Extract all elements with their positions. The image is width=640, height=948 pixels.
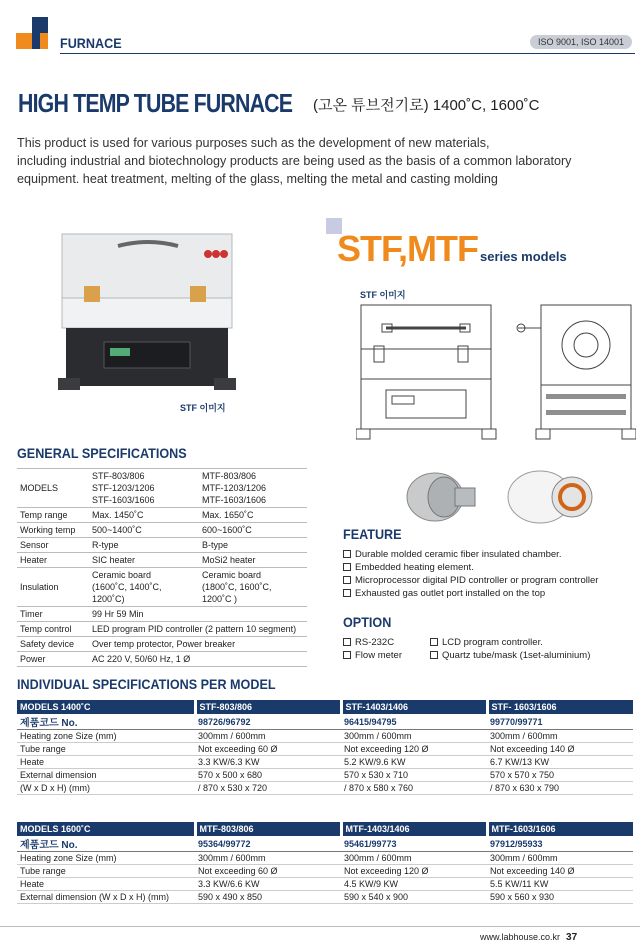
spec-value: STF-803/806 STF-1203/1206 STF-1603/1606 (89, 469, 199, 508)
table-cell: (W x D x H) (mm) (17, 782, 195, 795)
table-header-row (17, 700, 633, 714)
table-header-cell: MTF-1603/1606 (487, 822, 633, 836)
spec-value: R-type (89, 538, 199, 553)
spec-value: Max. 1650˚C (199, 508, 307, 523)
product-code-cell: 96415/94795 (341, 714, 487, 730)
product-code-cell: 95364/99772 (195, 836, 341, 852)
checkbox-icon (343, 576, 351, 584)
spec-row (17, 469, 307, 508)
table-cell: 5.2 KW/9.6 KW (341, 756, 487, 769)
feature-item: Embedded heating element. (343, 561, 598, 574)
spec-key: Power (17, 652, 89, 667)
footer-divider (0, 926, 640, 927)
logo-square-4 (40, 33, 48, 49)
spec-value: 500~1400˚C (89, 523, 199, 538)
table-row (17, 852, 633, 865)
page-title: HIGH TEMP TUBE FURNACE (18, 88, 293, 118)
spec-row (17, 553, 307, 568)
product-code-cell: 95461/99773 (341, 836, 487, 852)
spec-value: MoSi2 heater (199, 553, 307, 568)
spec-table-1600 (17, 822, 633, 904)
logo-square-1 (32, 17, 48, 33)
spec-row (17, 607, 307, 622)
table-cell: Not exceeding 120 Ø (341, 865, 487, 878)
spec-value: LED program PID controller (2 pattern 10 segment) (89, 622, 307, 637)
product-code-cell: 99770/99771 (487, 714, 633, 730)
spec-table-1400 (17, 700, 633, 795)
product-code-cell: 98726/96792 (195, 714, 341, 730)
photo-caption: STF 이미지 (180, 403, 226, 413)
table-cell: 300mm / 600mm (341, 730, 487, 743)
table-cell: External dimension (17, 769, 195, 782)
iso-badge: ISO 9001, ISO 14001 (530, 35, 632, 49)
table-header-row (17, 822, 633, 836)
spec-key: Working temp (17, 523, 89, 538)
feature-heading: FEATURE (343, 526, 402, 542)
checkbox-icon (343, 550, 351, 558)
general-spec-table (17, 468, 307, 667)
table-cell: / 870 x 630 x 790 (487, 782, 633, 795)
drawing-caption: STF 이미지 (360, 290, 406, 300)
table-header-cell: STF-803/806 (195, 700, 341, 714)
table-cell: 300mm / 600mm (195, 730, 341, 743)
checkbox-icon (430, 638, 438, 646)
product-code-cell: 제품코드 No. (17, 836, 195, 852)
table-cell: 5.5 KW/11 KW (487, 878, 633, 891)
spec-value: Ceramic board (1800˚C, 1600˚C, 1200˚C ) (199, 568, 307, 607)
checkbox-icon (343, 638, 351, 646)
spec-value: SIC heater (89, 553, 199, 568)
spec-key: Timer (17, 607, 89, 622)
spec-key: Insulation (17, 568, 89, 607)
spec-key: Temp control (17, 622, 89, 637)
table-header-cell: MODELS 1400˚C (17, 700, 195, 714)
section-title: FURNACE (60, 35, 122, 51)
furnace-photo (58, 232, 248, 402)
table-cell: 300mm / 600mm (487, 852, 633, 865)
spec-value: B-type (199, 538, 307, 553)
spec-key: Heater (17, 553, 89, 568)
feature-item: Exhausted gas outlet port installed on the top (343, 587, 598, 600)
spec-key: Safety device (17, 637, 89, 652)
table-cell: 300mm / 600mm (341, 852, 487, 865)
table-row (17, 891, 633, 904)
table-header-cell: MTF-1403/1406 (341, 822, 487, 836)
table-cell: 3.3 KW/6.3 KW (195, 756, 341, 769)
feature-list (343, 548, 598, 600)
option-list (343, 636, 633, 662)
table-header-cell: MODELS 1600˚C (17, 822, 195, 836)
logo-square-2 (16, 33, 32, 49)
table-row (17, 878, 633, 891)
table-cell: Tube range (17, 865, 195, 878)
table-cell: 570 x 500 x 680 (195, 769, 341, 782)
spec-value: 99 Hr 59 Min (89, 607, 307, 622)
series-name: STF,MTF (337, 228, 478, 269)
table-cell: Heate (17, 756, 195, 769)
feature-item: Durable molded ceramic fiber insulated chamber. (343, 548, 598, 561)
spec-value: Ceramic board (1600˚C, 1400˚C, 1200˚C) (89, 568, 199, 607)
spec-row (17, 538, 307, 553)
spec-row (17, 622, 307, 637)
table-cell: 300mm / 600mm (487, 730, 633, 743)
table-cell: 590 x 540 x 900 (341, 891, 487, 904)
table-cell: 4.5 KW/9 KW (341, 878, 487, 891)
intro-text (17, 134, 627, 188)
table-cell: 6.7 KW/13 KW (487, 756, 633, 769)
spec-row (17, 508, 307, 523)
page-number: 37 (566, 932, 578, 943)
intro-line: including industrial and biotechnology products are being used as the basis of a common laboratory (17, 154, 572, 168)
table-row (17, 865, 633, 878)
option-item: RS-232C (343, 636, 430, 649)
table-cell: 590 x 490 x 850 (195, 891, 341, 904)
table-row (17, 756, 633, 769)
series-label: series models (479, 249, 567, 264)
table-cell: / 870 x 530 x 720 (195, 782, 341, 795)
spec-key: MODELS (17, 469, 89, 508)
spec-value: MTF-803/806 MTF-1203/1206 MTF-1603/1606 (199, 469, 307, 508)
intro-line: equipment. heat treatment, melting of the glass, melting the metal and casting molding (17, 172, 498, 186)
table-cell: Not exceeding 120 Ø (341, 743, 487, 756)
spec-row (17, 637, 307, 652)
general-spec-heading: GENERAL SPECIFICATIONS (17, 445, 187, 461)
table-row (17, 730, 633, 743)
option-item: Quartz tube/mask (1set-aluminium) (430, 649, 630, 662)
table-cell: External dimension (W x D x H) (mm) (17, 891, 195, 904)
table-cell: 570 x 570 x 750 (487, 769, 633, 782)
option-item: LCD program controller. (430, 636, 630, 649)
furnace-drawing (356, 300, 636, 448)
checkbox-icon (343, 651, 351, 659)
checkbox-icon (343, 563, 351, 571)
product-code-cell: 제품코드 No. (17, 714, 195, 730)
series-title (337, 228, 567, 270)
individual-spec-heading: INDIVIDUAL SPECIFICATIONS PER MODEL (17, 676, 276, 692)
page-subtitle: (고온 튜브전기로) 1400˚C, 1600˚C (313, 97, 540, 114)
product-code-row (17, 714, 633, 730)
table-cell: 590 x 560 x 930 (487, 891, 633, 904)
table-header-cell: STF-1403/1406 (341, 700, 487, 714)
table-cell: Not exceeding 60 Ø (195, 865, 341, 878)
table-cell: Heating zone Size (mm) (17, 730, 195, 743)
table-cell: Tube range (17, 743, 195, 756)
table-cell: 3.3 KW/6.6 KW (195, 878, 341, 891)
spec-key: Sensor (17, 538, 89, 553)
header-divider (60, 53, 635, 54)
spec-value: AC 220 V, 50/60 Hz, 1 Ø (89, 652, 307, 667)
product-code-row (17, 836, 633, 852)
table-header-cell: MTF-803/806 (195, 822, 341, 836)
table-row (17, 743, 633, 756)
table-row (17, 782, 633, 795)
spec-row (17, 568, 307, 607)
table-cell: 570 x 530 x 710 (341, 769, 487, 782)
option-heading: OPTION (343, 614, 392, 630)
footer-url: www.labhouse.co.kr (480, 932, 561, 942)
feature-item: Microprocessor digital PID controller or program controller (343, 574, 598, 587)
table-cell: Heate (17, 878, 195, 891)
checkbox-icon (430, 651, 438, 659)
table-row (17, 769, 633, 782)
table-cell: 300mm / 600mm (195, 852, 341, 865)
checkbox-icon (343, 589, 351, 597)
spec-row (17, 523, 307, 538)
option-item: Flow meter (343, 649, 430, 662)
table-cell: Not exceeding 140 Ø (487, 743, 633, 756)
table-header-cell: STF- 1603/1606 (487, 700, 633, 714)
table-cell: / 870 x 580 x 760 (341, 782, 487, 795)
table-cell: Not exceeding 60 Ø (195, 743, 341, 756)
intro-line: This product is used for various purposes such as the development of new materials, (17, 136, 490, 150)
product-code-cell: 97912/95933 (487, 836, 633, 852)
table-cell: Heating zone Size (mm) (17, 852, 195, 865)
spec-row (17, 652, 307, 667)
footer (480, 932, 577, 943)
spec-value: Over temp protector, Power breaker (89, 637, 307, 652)
tube-flange-illustration (400, 462, 610, 532)
spec-key: Temp range (17, 508, 89, 523)
table-cell: Not exceeding 140 Ø (487, 865, 633, 878)
spec-value: 600~1600˚C (199, 523, 307, 538)
spec-value: Max. 1450˚C (89, 508, 199, 523)
